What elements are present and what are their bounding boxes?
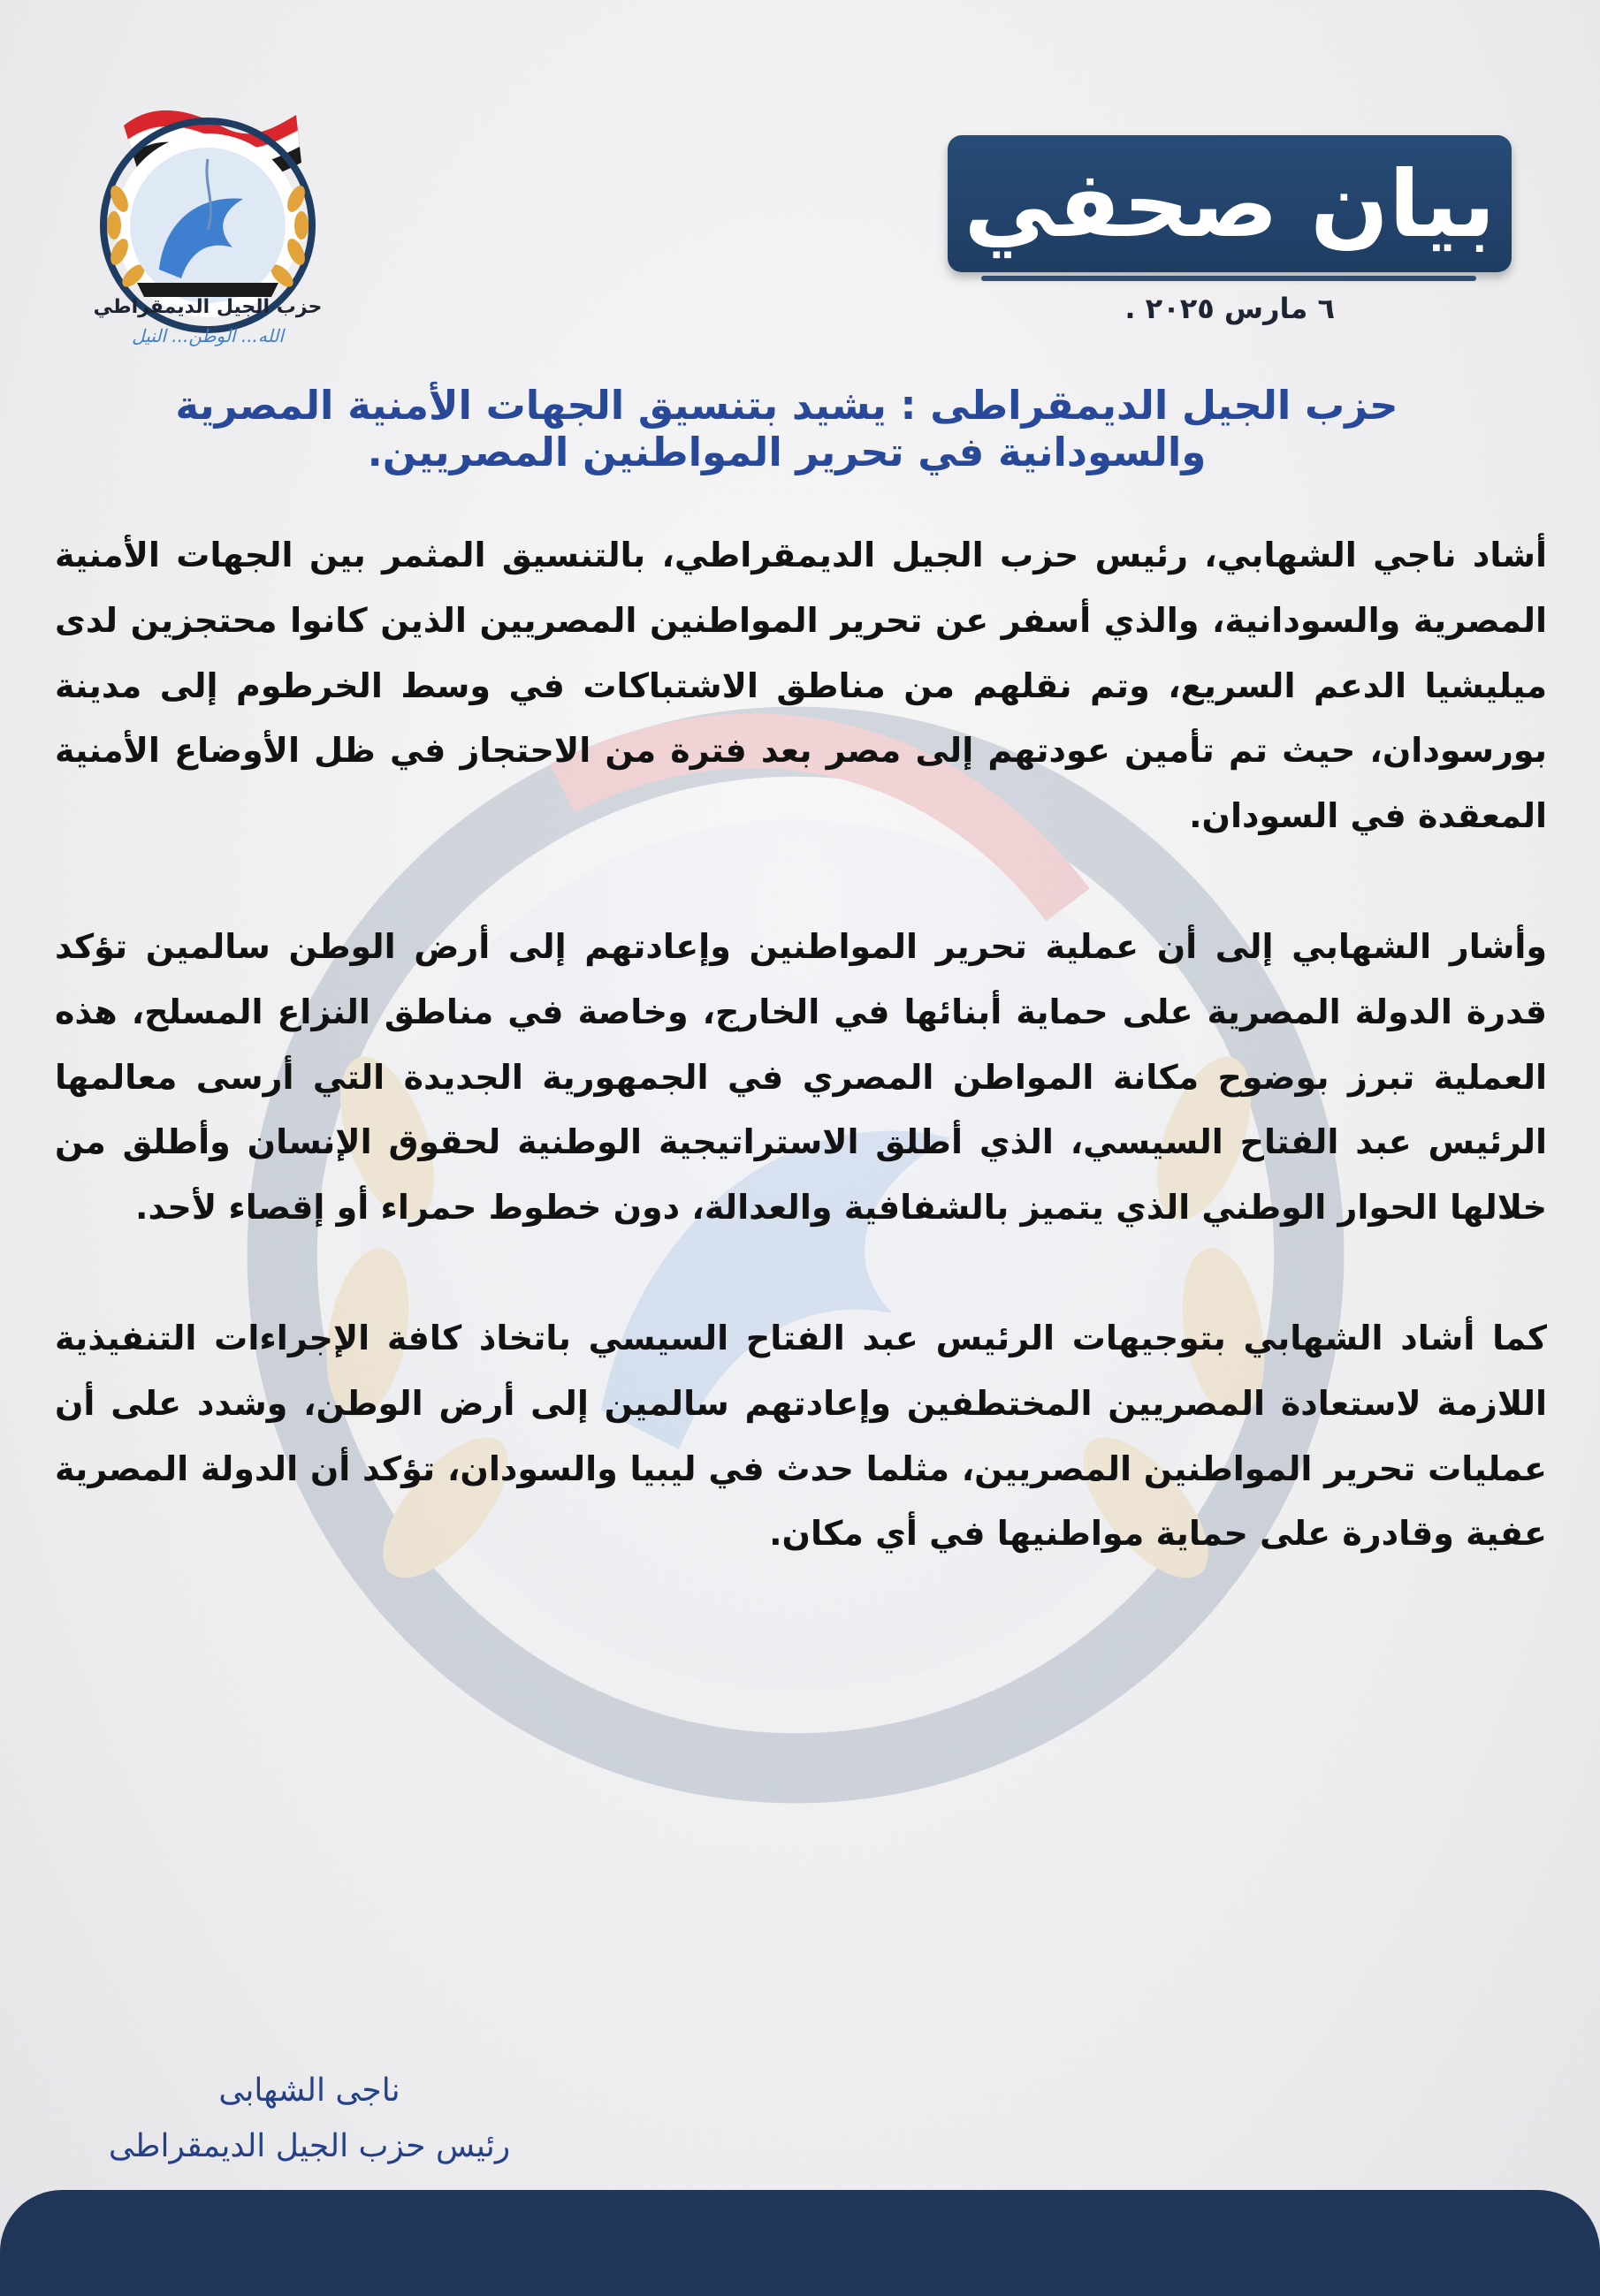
body-text	[55, 523, 1547, 1567]
badge-underline	[981, 276, 1476, 281]
logo-slogan: الله... الوطن... النيل	[132, 325, 284, 346]
paragraph-3: كما أشاد الشهابي بتوجيهات الرئيس عبد الفتاح السيسي باتخاذ كافة الإجراءات التنفيذية اللازمة لاستعادة المصريين المختطفين وإعادتهم سالمين إلى أرض الوطن، وشدد على أن عمليات تحرير المواطنين المصريين، مثلما حدث في ليبيا والسودان، تؤكد أن الدولة المصرية عفية وقادرة على حماية مواطنيها في أي مكان.	[55, 1318, 1547, 1554]
badge-title: بيان صحفي	[964, 149, 1496, 258]
signature-title: رئيس حزب الجيل الديمقراطى	[108, 2128, 511, 2164]
headline-line-2: والسودانية في تحرير المواطنين المصريين.	[367, 429, 1207, 476]
press-release-badge	[948, 135, 1512, 272]
signature-name: ناجى الشهابى	[218, 2072, 400, 2109]
headline-line-1: حزب الجيل الديمقراطى : يشيد بتنسيق الجهات الأمنية المصرية	[175, 382, 1398, 429]
paragraph-2: وأشار الشهابي إلى أن عملية تحرير المواطنين وإعادتهم إلى أرض الوطن سالمين تؤكد قدرة الدولة المصرية على حماية أبنائها في الخارج، وخاصة في مناطق النزاع المسلح، هذه العملية تبرز بوضوح مكانة المواطن المصري في الجمهورية الجديدة التي أرسى معالمها الرئيس عبد الفتاح السيسي، الذي أطلق الاستراتيجية الوطنية لحقوق الإنسان وأطلق من خلالها الحوار الوطني الذي يتميز بالشفافية والعدالة، دون خطوط حمراء أو إقصاء لأحد.	[55, 926, 1547, 1228]
footer-band	[0, 2190, 1600, 2296]
release-date: ٦ مارس ٢٠٢٥ .	[1124, 292, 1335, 325]
logo-party-name: حزب الجيل الديمقراطي	[93, 296, 323, 318]
paragraph-1: أشاد ناجي الشهابي، رئيس حزب الجيل الديمقراطي، بالتنسيق المثمر بين الجهات الأمنية المصرية والسودانية، والذي أسفر عن تحرير المواطنين المصريين الذين كانوا محتجزين لدى ميليشيا الدعم السريع، وتم نقلهم من مناطق الاشتباكات في وسط الخرطوم إلى مدينة بورسودان، حيث تم تأمين عودتهم إلى مصر بعد فترة من الاحتجاز في ظل الأوضاع الأمنية المعقدة في السودان.	[55, 536, 1547, 836]
headline	[88, 382, 1485, 475]
